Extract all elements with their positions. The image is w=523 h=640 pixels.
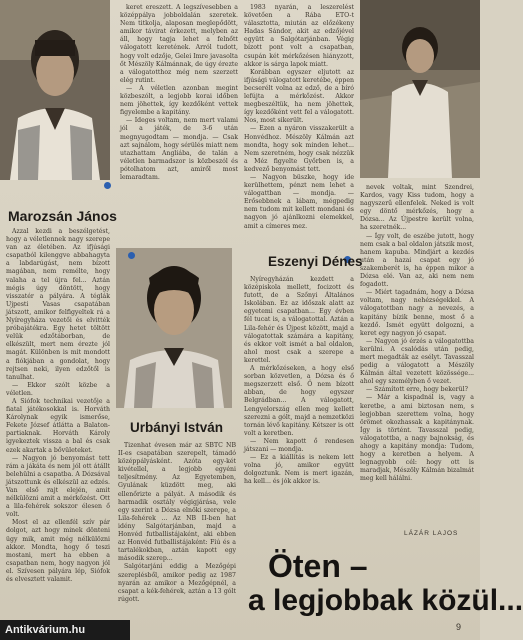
headline-marozsan: Marozsán János [8,208,117,224]
title-line-2: a legjobbak közül... [248,584,523,617]
photo-marozsan [0,0,110,180]
headline-urbanyi: Urbányi István [130,420,224,435]
column-4-mid: nevek voltak, mint Szendrei, Kardos, vagy Kiss tudom, hogy a nagyszerű ellenfelek. Neked is volt egy döntő mérkőzés, hogy a Dózsa... Az Újpestre került volna, ha szeretnék... — Így volt, de eszébe jutott, hogy nem csak a bal oldalon játszik most, hanem kapuba. Mindjárt a kezdés után a hazai csapat egy jó szakemberét is, ha éppen mikor a Dózsa elé. Van az, aki nem nem fogadott. — Miért tagadnám, hogy a Dózsa voltam, nagy nehézségekkel. A válogatottban nagy a nevezés, a kapitány bízik benne, most ő a kezdő. Ismét együtt dolgozni, a keret egy nagyon jó csapat. — Nagyon jó érzés a válogatottba kerülni. A csalódás után pedig, mert megadták az esélyt. Tavasszal pedig a válogatott a Mészöly Kálmán által vezetett közössége... ahol egy személyben ő vezet. — Számított erre, hogy bekerül? — Már a kispadnál is, vagy a keretbe, a ami biztosan nem, s legjobban szerettem volna, hogy örömet okozhassak a kapitánynak. Így is történt. Tavasszal pedig, válogatottba, a nagy bajnokság, és ahogy a kapitány mondja: Tudom, hogy a keretben a helyem. A legnagyobb cél: hogy ott is maradjak, Mészöly Kálmán bizalmát meg kell hálálni. [360,184,474,483]
page-number: 9 [456,622,462,632]
column-3-mid: Nyíregyházán kezdett a középiskola mellett, focizott és futott, de a Szőnyi Általános Iskolában. Ez az időszak alatt az egyetemi csapatban... Egy évben fél tucat is, a válogatottal. Aztán a Lila-fehér és Újpest között, majd a válogatottak számára a kapitány, és ekkor volt ismét a bal oldalon, ahol most csak a szerepe a kerettel. A mérkőzéseken, a hogy első sorban közvetlen, a Dózsa és ő megszerzett első. Ő nem bízott abban, de hogy egyszer Belgrádban... A válogatott, Lengyelország ellen meg kellett szerezni a gólt, majd a nemzetközi tornán lévő kapitány. Kétszer is ott volt a keretben. — Nem kapott ő rendesen játszani — mondja. — Ez a kiállítás is nekem lett volna jó, amikor együtt dolgoztunk. Nem is mert igazán, ha kell... és jók akkor is. [244,276,354,486]
column-2-top: keret ereszett. A legszívesebben a középpálya jobboldalán szeretek. Nem titkolja, alaposan meglepődött, amikor távirat érkezett, melyben az áll, hogy tagja lehet a felnőtt válogatott keretének. Arról tudott, hogy volt edzője, Gelei Imre javasolta őt Mészöly Kálmánnak, de úgy érezte a válogatotthoz még nem szerzett elég rutint. — A véletlen azonban megint közbeszólt, a legjobb korai időben nem jöhettek, így kezdőként vettek figyelembe a kapitány. — Ideges voltam, nem mert valami jól a játék, de 3-6 után megnyugodtam — mondja. — Csak azt sajnálom, hogy sérülés miatt nem utazhattam Angliába, de talán a véletlen barmadszor is közbeszól és pótolhatom azt, amiről most lemaradtam. [120,4,238,181]
photo-urbanyi [116,248,232,408]
column-3-top: 1983 nyarán, a leszerelést követően a Rába ETO-t választotta, miután az előzékeny Hadas Sándor, akit az edzőjével együtt a Salgótarjánban. Végig bízott pont volt a csapatban, csupán két mérkőzésen hiányzott, akkor is sárga lapok miatt. Korábban egyszer eljutott az ifjúsági válogatott keretébe, éppen becserélt volna az edző, de a bíró lefújta a mérkőzést. Akkor megbeszéltük, ha nem jöhettek, így kezdőként vett fel a válogatott. Nos, most sikerült. — Ezen a nyáron visszakerült a Honvédhoz. Mészöly Kálmán azt mondta, hogy sok minden lehet... Nem szeretném, hogy csak nézzük a Méz figyelte Győrben is, a kedvező benyomást tett. — Nagyon büszke, hogy ide kerülhettem, pénzt nem lehet a válogattban — mondja. — Erősebbnek a lábam, mégpedig nem tudom mit kellett mondani és nagyon jó ajánlkozni elemekkel, amit a címeres mez. [244,4,354,230]
author-signature: LÁZÁR LAJOS [404,530,459,537]
title-line-1: Öten – [268,548,368,584]
bullet-dot-1 [104,182,111,189]
watermark-logo: Antikvárium.hu [0,620,130,640]
photo-eszenyi [360,0,480,178]
column-1-main: Azzal kezdi a beszélgetést, hogy a véletlennek nagy szerepe van az életében. Az ifjúsági csapatból kilenggve abbahagyta a labdarúgást, nem bízott magában, nem remélte, hogy valaha a tel újra fel... Aztán mégis úgy döntött, hogy visszatér a pályára. A téglák Ujpesti Vasas csapatában játszott, amikor felfigyeltek rá a Nyíregyháza vezetői és elvitték próbajátékra. Egy hetet töltött velük edzőtáborban, de elkészült, mert nem érezte jól magát. Különben is mit mondott a fiókjában a gondolat, hogy rejtsen neki, ilyen edzőtől is tanulhat. — Ekkor szólt közbe a véletlen. A Siófok technikai vezetője a fiatal játékosokkal is. Horváth Károlynak egyik ismerőse, Fekete József átlátta a Balaton-partiaknak. Horváth Károly igyekeztek vissza a bal és csak ezek akartak a bővületeket. — Nagyon jó benyomást tett rám a jákáta és nem jól ott átállt belehülni a csapatba. A Dózsával játszottunk és elkészül az edzés. Van első rajt elején, amit nélkülözni amit a mérkőzést. Ott a lila-fehérek sokszor élesen ő volt. Most el az ellenfél szív pár dolgot, azt hogy minek dönteni ügy mik, amit még nélkülözni akkor. Mondta, hogy ő teszi mostani, mert ha ebben a csapatban nem, hogy nagyon jól el. Szívesen pályára lép, Siófok és elvesztett valamit. [6,228,110,584]
headline-eszenyi: Eszenyi Dénes [268,254,363,269]
column-2-mid: Tizenhat évesen már az SBTC NB II-es csapatában szerepelt, támadó középpályásként. Azóta egy-két kivétellel, a legjobb egyéni teljesítmény. Az Egyetemben, Gyulának küzdött meg, aki ellenőrizte a pályát. A második és harmadik osztály végigjárása, vele egy szerint a Dózsa elnöki szerepe, a Lila-fehérek ... Az NB II-ben hat idény Salgótarjánban, majd a Honvéd futballistájaként, aki ebben az Honvéd futballistájaként: Fiú és a tartalékokban, aztán kapott egy második szerep... Salgótarjáni eddig a Mezőgépi szereplésből, amikor pedig az 1987 nyarán az amikor a Mezőgépnél, a csapat a kék-fehérek, aztán a 13 gólt rúgott. [118,442,236,603]
bullet-dot-2 [128,252,135,259]
